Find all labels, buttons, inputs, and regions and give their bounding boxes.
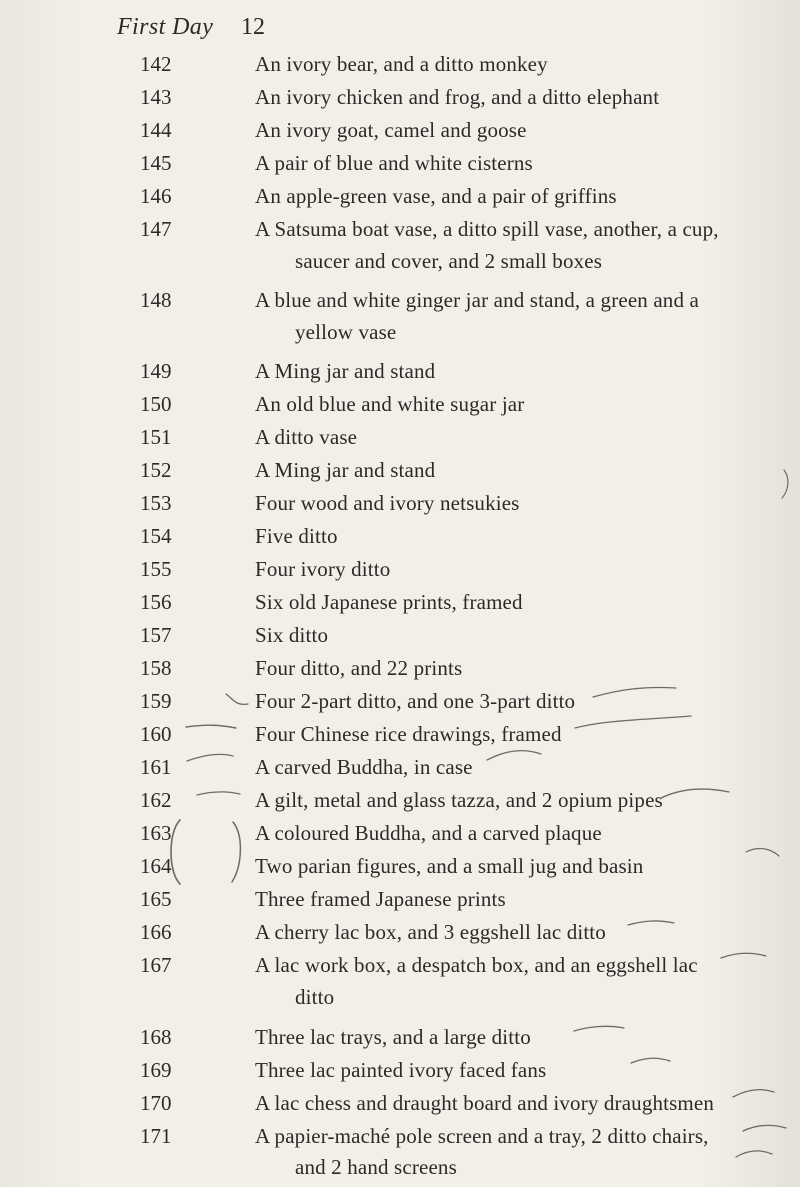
pencil-mark-right-162: [661, 789, 729, 798]
pencil-mark-right-160: [575, 716, 691, 728]
lot-number-148: 148: [140, 288, 172, 312]
pencil-mark-right-167: [721, 953, 766, 958]
lot-description-171: A papier-maché pole screen and a tray, 2 ditto chairs,: [255, 1124, 709, 1148]
pencil-swash-162: [197, 792, 240, 795]
pencil-mark-right-169: [631, 1058, 670, 1063]
lot-description-148-continued: yellow vase: [295, 320, 397, 344]
lot-number-154: 154: [140, 524, 172, 548]
pencil-mark-right-168: [574, 1026, 624, 1031]
lot-number-165: 165: [140, 887, 172, 911]
lot-number-164: 164: [140, 854, 172, 878]
lot-number-159: 159: [140, 689, 172, 713]
lot-number-168: 168: [140, 1025, 172, 1049]
pencil-bracket-right-163: [232, 822, 240, 882]
lot-description-157: Six ditto: [255, 623, 329, 647]
pencil-stroke-159: [226, 694, 248, 704]
lot-number-143: 143: [140, 85, 172, 109]
lot-description-145: A pair of blue and white cisterns: [255, 151, 533, 175]
lot-description-155: Four ivory ditto: [255, 557, 391, 581]
lot-number-142: 142: [140, 52, 172, 76]
lot-number-158: 158: [140, 656, 172, 680]
lot-number-171: 171: [140, 1124, 172, 1148]
lot-number-166: 166: [140, 920, 172, 944]
lot-description-152: A Ming jar and stand: [255, 458, 436, 482]
lot-description-147: A Satsuma boat vase, a ditto spill vase, another, a cup,: [255, 217, 719, 241]
pencil-tick-right-171: [736, 1151, 772, 1157]
lot-number-149: 149: [140, 359, 172, 383]
lot-number-156: 156: [140, 590, 172, 614]
lot-description-161: A carved Buddha, in case: [255, 755, 473, 779]
lot-number-160: 160: [140, 722, 172, 746]
lot-description-163: A coloured Buddha, and a carved plaque: [255, 821, 602, 845]
lot-number-155: 155: [140, 557, 172, 581]
pencil-mark-right-159: [593, 687, 676, 697]
lot-number-145: 145: [140, 151, 172, 175]
lot-description-159: Four 2-part ditto, and one 3-part ditto: [255, 689, 576, 713]
lot-description-169: Three lac painted ivory faced fans: [255, 1058, 547, 1082]
pencil-mark-right-161: [487, 751, 541, 760]
lot-description-167-continued: ditto: [295, 985, 335, 1009]
lot-description-156: Six old Japanese prints, framed: [255, 590, 523, 614]
pencil-margin-mark-2: [746, 849, 779, 856]
page-number: 12: [241, 14, 265, 40]
lot-description-153: Four wood and ivory netsukies: [255, 491, 520, 515]
lot-number-147: 147: [140, 217, 172, 241]
lot-number-162: 162: [140, 788, 172, 812]
pencil-margin-mark: [782, 470, 788, 498]
lot-number-167: 167: [140, 953, 172, 977]
lot-description-158: Four ditto, and 22 prints: [255, 656, 463, 680]
lot-description-168: Three lac trays, and a large ditto: [255, 1025, 531, 1049]
lot-description-149: A Ming jar and stand: [255, 359, 436, 383]
lot-description-150: An old blue and white sugar jar: [255, 392, 525, 416]
lot-description-165: Three framed Japanese prints: [255, 887, 506, 911]
lot-description-148: A blue and white ginger jar and stand, a green and a: [255, 288, 699, 312]
lot-description-167: A lac work box, a despatch box, and an eggshell lac: [255, 953, 698, 977]
lot-description-166: A cherry lac box, and 3 eggshell lac ditto: [255, 920, 606, 944]
lot-number-153: 153: [140, 491, 172, 515]
lot-number-163: 163: [140, 821, 172, 845]
lot-description-147-continued: saucer and cover, and 2 small boxes: [295, 249, 603, 273]
page-header: [117, 14, 297, 44]
lot-description-146: An apple-green vase, and a pair of griffins: [255, 184, 617, 208]
lot-description-162: A gilt, metal and glass tazza, and 2 opium pipes: [255, 788, 663, 812]
pencil-mark-right-171: [743, 1125, 786, 1131]
lot-number-161: 161: [140, 755, 172, 779]
lot-number-151: 151: [140, 425, 172, 449]
page-title: First Day: [117, 14, 214, 40]
pencil-mark-right-170: [733, 1090, 774, 1097]
lot-number-169: 169: [140, 1058, 172, 1082]
lot-description-151: A ditto vase: [255, 425, 358, 449]
lot-number-152: 152: [140, 458, 172, 482]
lot-number-170: 170: [140, 1091, 172, 1115]
pencil-mark-right-166: [628, 921, 674, 925]
lot-description-171-continued: and 2 hand screens: [295, 1155, 457, 1179]
lot-description-154: Five ditto: [255, 524, 338, 548]
lot-number-157: 157: [140, 623, 172, 647]
lot-number-144: 144: [140, 118, 172, 142]
lot-number-150: 150: [140, 392, 172, 416]
lot-description-144: An ivory goat, camel and goose: [255, 118, 527, 142]
lot-description-143: An ivory chicken and frog, and a ditto elephant: [255, 85, 660, 109]
lot-number-146: 146: [140, 184, 172, 208]
lot-description-170: A lac chess and draught board and ivory draughtsmen: [255, 1091, 715, 1115]
lot-description-142: An ivory bear, and a ditto monkey: [255, 52, 548, 76]
lot-description-160: Four Chinese rice drawings, framed: [255, 722, 562, 746]
lot-description-164: Two parian figures, and a small jug and basin: [255, 854, 644, 878]
